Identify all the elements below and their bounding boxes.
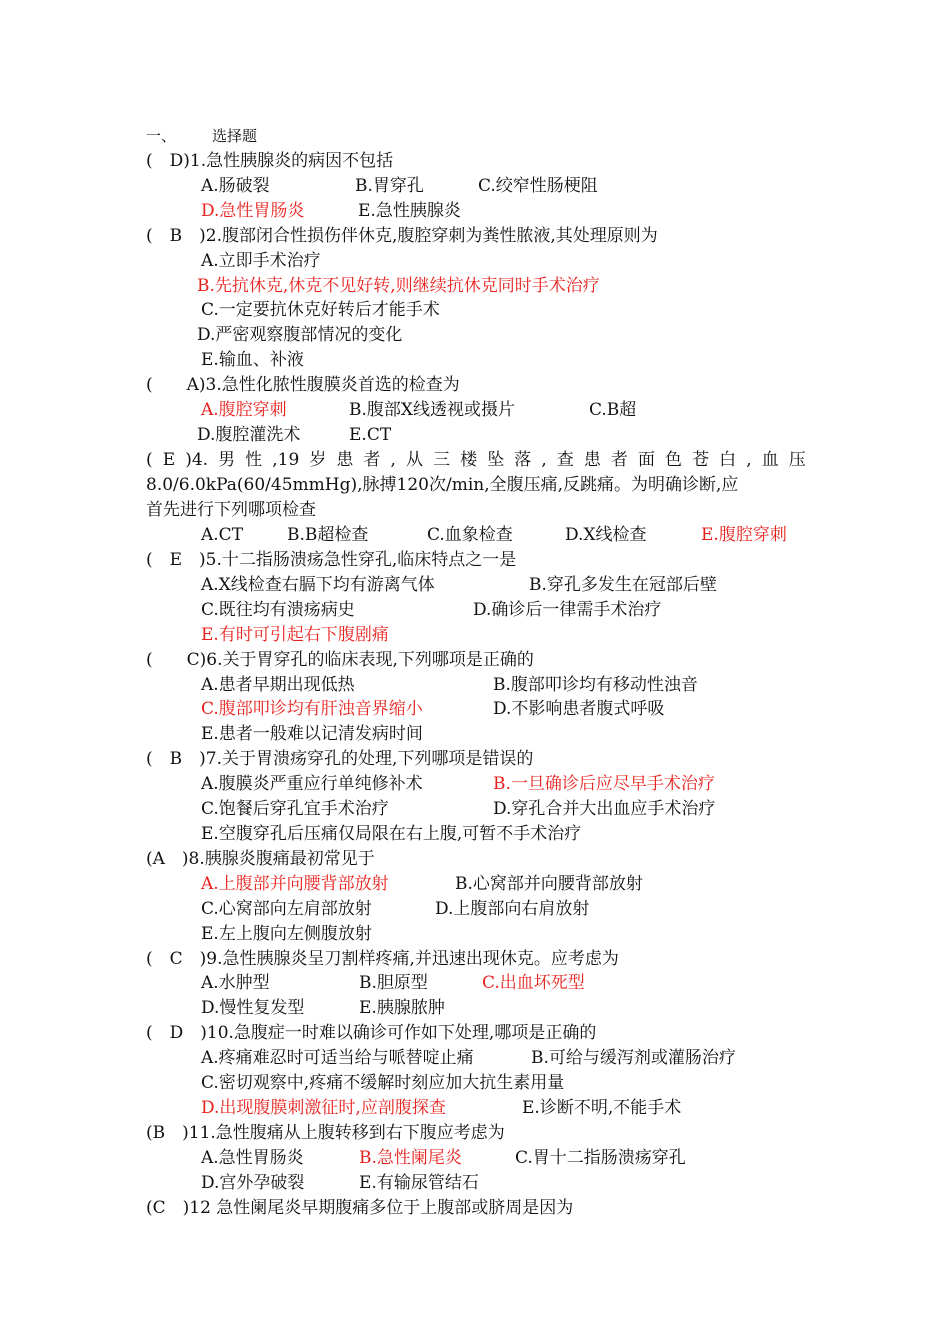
question-11-stem: (B )11.急性腹痛从上腹转移到右下腹应考虑为 — [146, 1123, 505, 1143]
q8-option-e: E.左上腹向左侧腹放射 — [201, 924, 372, 944]
q4-token: ( — [146, 450, 153, 470]
question-5-stem: ( E )5.十二指肠溃疡急性穿孔,临床特点之一是 — [146, 550, 517, 570]
q10-option-e: E.诊断不明,不能手术 — [522, 1098, 682, 1118]
q4-token: 面 — [637, 450, 655, 470]
q7-option-b-answer: B.一旦确诊后应尽早手术治疗 — [493, 774, 715, 794]
q3-option-e: E.CT — [349, 425, 392, 445]
q6-option-c-answer: C.腹部叩诊均有肝浊音界缩小 — [201, 699, 423, 719]
q5-option-e-answer: E.有时可引起右下腹剧痛 — [201, 625, 389, 645]
q4-option-b: B.B超检查 — [287, 525, 369, 545]
q6-option-e: E.患者一般难以记清发病时间 — [201, 724, 423, 744]
question-4-stem-line1 — [146, 448, 806, 472]
section-title: 选择题 — [212, 127, 258, 145]
q11-option-b-answer: B.急性阑尾炎 — [359, 1148, 462, 1168]
q4-token: , — [390, 450, 396, 470]
q5-option-c: C.既往均有溃疡病史 — [201, 600, 355, 620]
q4-option-a: A.CT — [201, 525, 244, 545]
q5-option-a: A.X线检查右膈下均有游离气体 — [201, 575, 435, 595]
question-2-stem: ( B )2.腹部闭合性损伤伴休克,腹腔穿刺为粪性脓液,其处理原则为 — [146, 226, 658, 246]
question-6-stem: ( C)6.关于胃穿孔的临床表现,下列哪项是正确的 — [146, 650, 534, 670]
q7-option-a: A.腹膜炎严重应行单纯修补术 — [201, 774, 423, 794]
q4-token: , — [746, 450, 752, 470]
q4-token: 苍 — [692, 450, 710, 470]
question-12-stem: (C )12 急性阑尾炎早期腹痛多位于上腹部或脐周是因为 — [146, 1198, 574, 1218]
q8-option-b: B.心窝部并向腰背部放射 — [455, 874, 643, 894]
q2-option-d: D.严密观察腹部情况的变化 — [197, 325, 403, 345]
q4-token: 患 — [336, 450, 354, 470]
q3-option-a-answer: A.腹腔穿刺 — [201, 400, 287, 420]
q3-option-c: C.B超 — [589, 400, 637, 420]
q4-token: 查 — [556, 450, 574, 470]
q4-token: 落 — [514, 450, 532, 470]
q1-option-b: B.胃穿孔 — [355, 176, 424, 196]
q4-option-e-answer: E.腹腔穿刺 — [701, 525, 787, 545]
q9-option-c-answer: C.出血坏死型 — [482, 973, 585, 993]
q4-token: , — [541, 450, 547, 470]
q6-option-d: D.不影响患者腹式呼吸 — [493, 699, 665, 719]
question-9-stem: ( C )9.急性胰腺炎呈刀割样疼痛,并迅速出现休克。应考虑为 — [146, 949, 619, 969]
q4-token: 楼 — [460, 450, 478, 470]
q2-option-e: E.输血、补液 — [201, 350, 304, 370]
q7-option-d: D.穿孔合并大出血应手术治疗 — [493, 799, 716, 819]
question-4-stem-line2: 8.0/6.0kPa(60/45mmHg),脉搏120次/min,全腹压痛,反跳痛。为明确诊断,应 — [146, 475, 739, 495]
q3-option-d: D.腹腔灌洗术 — [197, 425, 301, 445]
question-7-stem: ( B )7.关于胃溃疡穿孔的处理,下列哪项是错误的 — [146, 749, 534, 769]
q4-token: 白 — [719, 450, 737, 470]
q8-option-a-answer: A.上腹部并向腰背部放射 — [201, 874, 389, 894]
q4-token: 岁 — [309, 450, 327, 470]
q4-option-d: D.X线检查 — [565, 525, 647, 545]
q9-option-d: D.慢性复发型 — [201, 998, 305, 1018]
q4-token: 血 — [761, 450, 779, 470]
q4-token: 坠 — [487, 450, 505, 470]
q5-option-d: D.确诊后一律需手术治疗 — [473, 600, 662, 620]
q1-option-c: C.绞窄性肠梗阻 — [478, 176, 598, 196]
question-8-stem: (A )8.胰腺炎腹痛最初常见于 — [146, 849, 375, 869]
question-10-stem: ( D )10.急腹症一时难以确诊可作如下处理,哪项是正确的 — [146, 1023, 597, 1043]
q1-option-e: E.急性胰腺炎 — [358, 201, 461, 221]
question-3-stem: ( A)3.急性化脓性腹膜炎首选的检查为 — [146, 375, 460, 395]
q4-token: 色 — [665, 450, 683, 470]
question-4-stem-line3: 首先进行下列哪项检查 — [146, 500, 316, 520]
q6-option-a: A.患者早期出现低热 — [201, 675, 355, 695]
section-number: 一、 — [146, 127, 177, 145]
q2-option-c: C.一定要抗休克好转后才能手术 — [201, 300, 440, 320]
q3-option-b: B.腹部X线透视或摄片 — [349, 400, 515, 420]
q10-option-a: A.疼痛难忍时可适当给与哌替啶止痛 — [201, 1048, 474, 1068]
q4-token: 者 — [610, 450, 628, 470]
q7-option-c: C.饱餐后穿孔宜手术治疗 — [201, 799, 389, 819]
q11-option-a: A.急性胃肠炎 — [201, 1148, 304, 1168]
q4-token: 者 — [363, 450, 381, 470]
q11-option-e: E.有输尿管结石 — [359, 1173, 479, 1193]
q2-option-a: A.立即手术治疗 — [201, 251, 321, 271]
q10-option-d-answer: D.出现腹膜刺激征时,应剖腹探查 — [201, 1098, 446, 1118]
q6-option-b: B.腹部叩诊均有移动性浊音 — [493, 675, 698, 695]
q4-token: 男 — [218, 450, 236, 470]
q9-option-e: E.胰腺脓肿 — [359, 998, 445, 1018]
q1-option-a: A.肠破裂 — [201, 176, 270, 196]
q9-option-b: B.胆原型 — [359, 973, 428, 993]
q4-token: E — [162, 450, 176, 470]
q4-token: 三 — [433, 450, 451, 470]
q2-option-b-answer: B.先抗休克,休克不见好转,则继续抗休克同时手术治疗 — [197, 276, 600, 296]
q4-token: 压 — [788, 450, 806, 470]
q7-option-e: E.空腹穿孔后压痛仅局限在右上腹,可暂不手术治疗 — [201, 824, 582, 844]
q10-option-c: C.密切观察中,疼痛不缓解时刻应加大抗生素用量 — [201, 1073, 565, 1093]
q8-option-d: D.上腹部向右肩放射 — [435, 899, 590, 919]
q5-option-b: B.穿孔多发生在冠部后壁 — [529, 575, 717, 595]
q4-token: )4. — [185, 450, 209, 470]
q4-option-c: C.血象检查 — [427, 525, 513, 545]
q11-option-c: C.胃十二指肠溃疡穿孔 — [515, 1148, 686, 1168]
q4-token: 从 — [406, 450, 423, 470]
q11-option-d: D.宫外孕破裂 — [201, 1173, 305, 1193]
q4-token: 患 — [583, 450, 601, 470]
q10-option-b: B.可给与缓泻剂或灌肠治疗 — [531, 1048, 736, 1068]
q4-token: ,19 — [272, 450, 300, 470]
q1-option-d-answer: D.急性胃肠炎 — [201, 201, 305, 221]
q8-option-c: C.心窝部向左肩部放射 — [201, 899, 372, 919]
q4-token: 性 — [245, 450, 263, 470]
question-1-stem: ( D)1.急性胰腺炎的病因不包括 — [146, 151, 394, 171]
q9-option-a: A.水肿型 — [201, 973, 270, 993]
